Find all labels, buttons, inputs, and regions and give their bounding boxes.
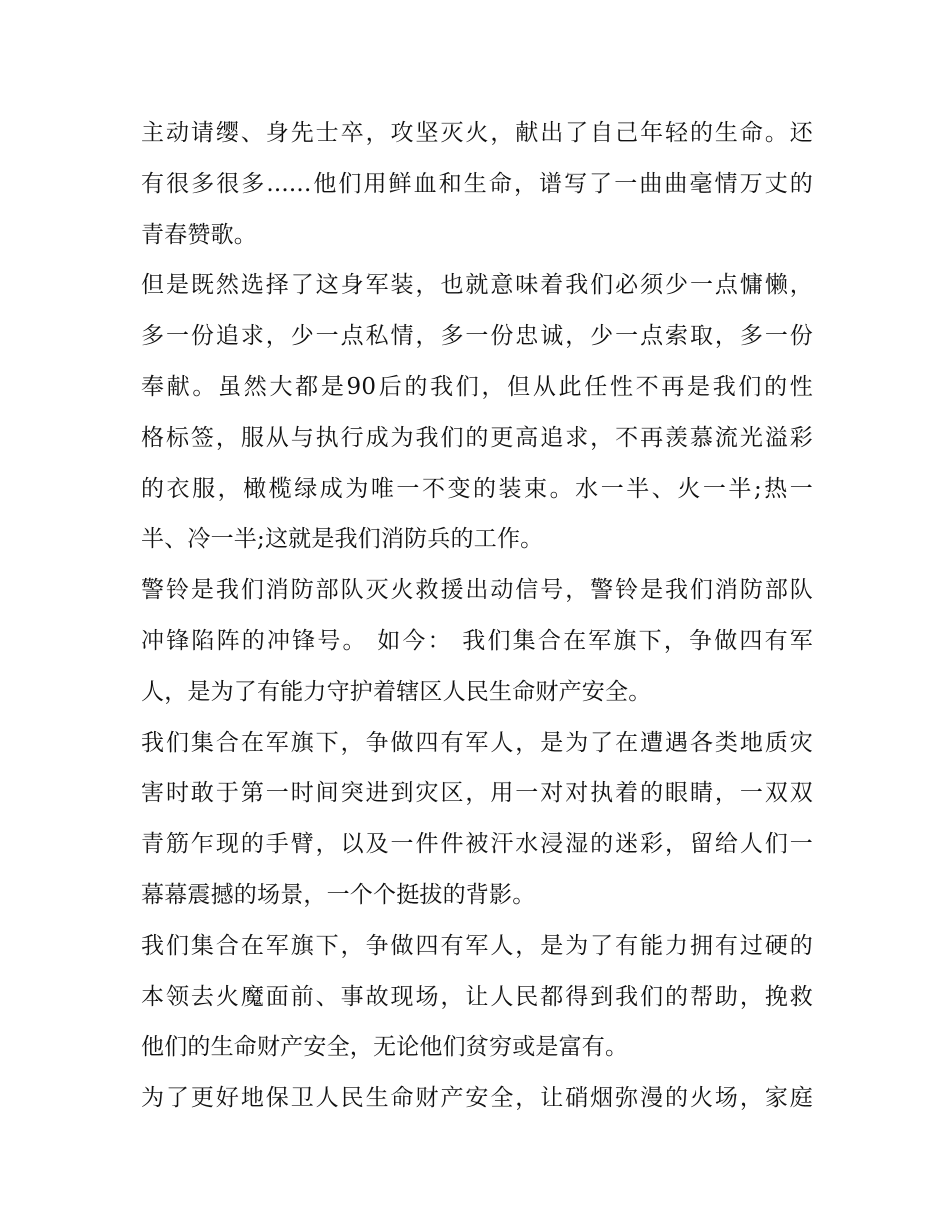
text-line: 幕幕震撼的场景，一个个挺拔的背影。: [141, 881, 536, 908]
body-text: [141, 108, 813, 1124]
text-line: 冲锋陷阵的冲锋号。 如今： 我们集合在军旗下，争做四有军: [141, 627, 813, 654]
text-line: 他们的生命财产安全，无论他们贫穷或是富有。: [141, 1034, 629, 1061]
text-line: 本领去火魔面前、事故现场，让人民都得到我们的帮助，挽救: [141, 983, 813, 1010]
text-line: 的衣服，橄榄绿成为唯一不变的装束。水一半、火一半;热一: [141, 475, 813, 502]
text-line: 多一份追求，少一点私情，多一份忠诚，少一点索取，多一份: [141, 323, 813, 350]
text-line: 人，是为了有能力守护着辖区人民生命财产安全。: [141, 678, 652, 705]
text-line: 半、冷一半;这就是我们消防兵的工作。: [141, 526, 544, 553]
text-line: 有很多很多......他们用鲜血和生命，谱写了一曲曲毫情万丈的: [141, 170, 813, 197]
text-line: 青春赞歌。: [141, 221, 257, 248]
text-line: 主动请缨、身先士卒，攻坚灭火，献出了自己年轻的生命。还: [141, 120, 813, 146]
text-line: 奉献。虽然大都是90后的我们，但从此任性不再是我们的性: [141, 373, 813, 400]
text-line: 我们集合在军旗下，争做四有军人，是为了有能力拥有过硬的: [141, 932, 813, 959]
text-line: 害时敢于第一时间突进到灾区，用一对对执着的眼睛，一双双: [141, 780, 813, 807]
text-line: 为了更好地保卫人民生命财产安全，让硝烟弥漫的火场，家庭: [141, 1085, 813, 1112]
text-line: 我们集合在军旗下，争做四有军人，是为了在遭遇各类地质灾: [141, 729, 813, 756]
text-line: 格标签，服从与执行成为我们的更高追求，不再羡慕流光溢彩: [141, 424, 813, 451]
text-line: 警铃是我们消防部队灭火救援出动信号，警铃是我们消防部队: [141, 577, 813, 604]
text-line: 青筋乍现的手臂，以及一件件被汗水浸湿的迷彩，留给人们一: [141, 831, 813, 858]
text-line: 但是既然选择了这身军装，也就意味着我们必须少一点慵懒，: [141, 272, 813, 299]
